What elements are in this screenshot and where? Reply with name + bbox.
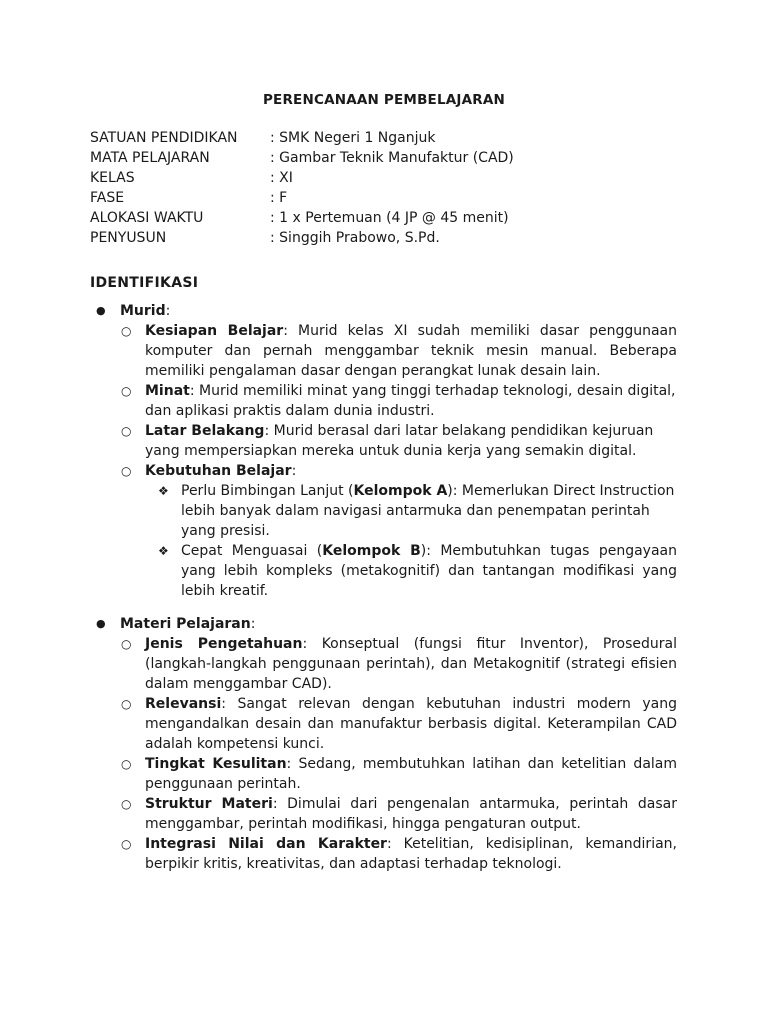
item-label: Murid <box>120 303 166 319</box>
item-text-pre: Cepat Menguasai ( <box>181 543 323 559</box>
circle-bullet-icon: ○ <box>121 697 132 711</box>
meta-row-kelas <box>90 168 514 188</box>
meta-label: ALOKASI WAKTU <box>90 210 204 226</box>
list-item-kesiapan-belajar <box>0 321 768 381</box>
circle-bullet-icon: ○ <box>121 424 132 438</box>
circle-bullet-icon: ○ <box>121 837 132 851</box>
meta-row-mata-pelajaran <box>90 148 514 168</box>
meta-value: : F <box>270 190 288 206</box>
circle-bullet-icon: ○ <box>121 464 132 478</box>
item-text: : Dimulai dari pengenalan antarmuka, perintah dasar menggambar, perintah modifikasi, hingga pengaturan output. <box>145 796 677 832</box>
colon: : <box>250 616 256 632</box>
item-term: Kesiapan Belajar <box>145 323 284 339</box>
list-item-relevansi <box>0 694 768 754</box>
list-item-tingkat-kesulitan <box>0 754 768 794</box>
item-text: : <box>291 463 297 479</box>
meta-value: : XI <box>270 170 293 186</box>
item-term: Minat <box>145 383 190 399</box>
section-heading-identifikasi: IDENTIFIKASI <box>90 275 199 291</box>
item-term: Latar Belakang <box>145 423 265 439</box>
list-item-kelompok-a <box>0 481 768 541</box>
meta-label: PENYUSUN <box>90 230 167 246</box>
colon: : <box>165 303 171 319</box>
bullet-icon: ● <box>96 304 106 317</box>
list-item-murid <box>0 301 768 321</box>
document-title: PERENCANAAN PEMBELAJARAN <box>262 92 506 108</box>
item-text-post: ): Membutuhkan tugas pengayaan yang lebih kompleks (metakognitif) dan tantangan modifikasi yang lebih kreatif. <box>181 543 677 599</box>
meta-row-satuan-pendidikan <box>90 128 514 148</box>
circle-bullet-icon: ○ <box>121 324 132 338</box>
item-term: Kebutuhan Belajar <box>145 463 292 479</box>
item-text: : Sangat relevan dengan kebutuhan industri modern yang mengandalkan desain dan manufaktur berbasis digital. Keterampilan CAD adalah kompetensi kunci. <box>145 696 677 752</box>
item-text: : Murid kelas XI sudah memiliki dasar penggunaan komputer dan pernah menggambar teknik mesin manual. Beberapa memiliki pengalaman dasar dengan perangkat lunak desain lain. <box>145 323 677 379</box>
item-text-pre: Perlu Bimbingan Lanjut ( <box>181 483 354 499</box>
item-text-post: ): Memerlukan Direct Instruction lebih banyak dalam navigasi antarmuka dan penempatan perintah yang presisi. <box>181 483 675 539</box>
circle-bullet-icon: ○ <box>121 637 132 651</box>
list-item-struktur-materi <box>0 794 768 834</box>
list-item-latar-belakang <box>0 421 768 461</box>
meta-label: FASE <box>90 190 125 206</box>
meta-value: : Singgih Prabowo, S.Pd. <box>270 230 440 246</box>
murid-section <box>0 301 768 601</box>
metadata-table <box>90 128 514 248</box>
diamond-bullet-icon: ❖ <box>158 544 169 558</box>
circle-bullet-icon: ○ <box>121 757 132 771</box>
item-term: Integrasi Nilai dan Karakter <box>145 836 387 852</box>
list-item-materi-pelajaran <box>0 614 768 634</box>
item-term: Jenis Pengetahuan <box>145 636 303 652</box>
list-item-jenis-pengetahuan <box>0 634 768 694</box>
meta-label: KELAS <box>90 170 135 186</box>
group-name: Kelompok A <box>353 483 448 499</box>
item-text: : Sedang, membutuhkan latihan dan ketelitian dalam penggunaan perintah. <box>145 756 678 792</box>
item-text: : Ketelitian, kedisiplinan, kemandirian, berpikir kritis, kreativitas, dan adaptasi terhadap teknologi. <box>145 836 677 872</box>
circle-bullet-icon: ○ <box>121 384 132 398</box>
circle-bullet-icon: ○ <box>121 797 132 811</box>
meta-value: : Gambar Teknik Manufaktur (CAD) <box>270 150 514 166</box>
meta-value: : SMK Negeri 1 Nganjuk <box>270 130 436 146</box>
list-item-kebutuhan-belajar <box>0 461 768 481</box>
item-label: Materi Pelajaran <box>120 616 251 632</box>
meta-row-alokasi-waktu <box>90 208 514 228</box>
group-name: Kelompok B <box>322 543 421 559</box>
bullet-icon: ● <box>96 617 106 630</box>
item-term: Tingkat Kesulitan <box>145 756 287 772</box>
meta-value: : 1 x Pertemuan (4 JP @ 45 menit) <box>270 210 509 226</box>
meta-label: MATA PELAJARAN <box>90 150 210 166</box>
meta-row-penyusun <box>90 228 514 248</box>
meta-row-fase <box>90 188 514 208</box>
item-term: Relevansi <box>145 696 222 712</box>
diamond-bullet-icon: ❖ <box>158 484 169 498</box>
item-text: : Murid memiliki minat yang tinggi terhadap teknologi, desain digital, dan aplikasi praktis dalam dunia industri. <box>145 383 676 419</box>
list-item-kelompok-b <box>0 541 768 601</box>
item-term: Struktur Materi <box>145 796 273 812</box>
list-item-minat <box>0 381 768 421</box>
item-text: : Konseptual (fungsi fitur Inventor), Prosedural (langkah-langkah penggunaan perintah), dan Metakognitif (strategi efisien dalam menggambar CAD). <box>145 636 677 692</box>
meta-label: SATUAN PENDIDIKAN <box>90 130 238 146</box>
materi-section <box>0 614 768 874</box>
list-item-integrasi-nilai <box>0 834 768 874</box>
item-text: : Murid berasal dari latar belakang pendidikan kejuruan yang mempersiapkan mereka untuk dunia kerja yang semakin digital. <box>145 423 654 459</box>
